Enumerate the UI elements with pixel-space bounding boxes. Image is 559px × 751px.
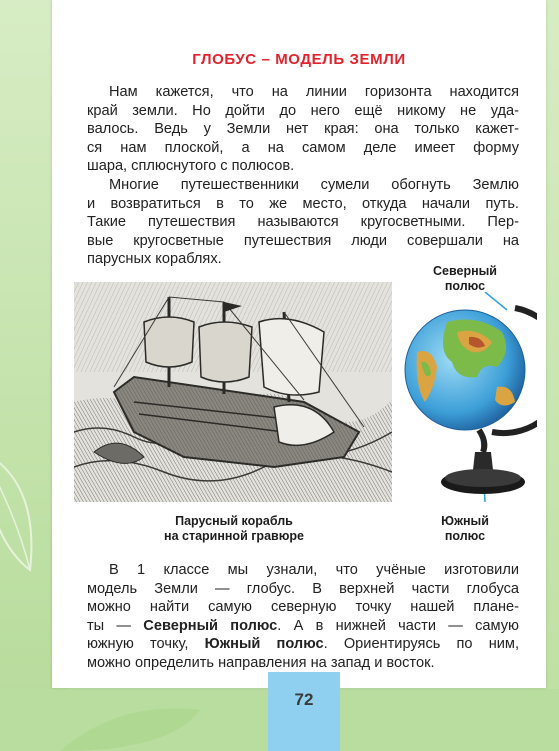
page-number: 72 [294, 690, 314, 709]
text-line: край земли. Но дойти до него ещё никому не уда- [87, 102, 519, 119]
text-line [87, 617, 519, 636]
paragraph-2 [87, 176, 519, 269]
south-pole-term: Южный полюс [204, 636, 324, 652]
label-line: Северный [433, 264, 497, 278]
text-run: ты — [87, 617, 144, 634]
south-pole-label [420, 514, 510, 544]
text-line: ся нам плоской, а на самом деле имеет форму [87, 139, 519, 156]
globe-illustration [397, 292, 537, 512]
text-line: Такие путешествия называются кругосветными. Пер- [87, 214, 519, 230]
text-line: парусных кораблях. [87, 251, 222, 267]
text-line: Многие путешественники сумели обогнуть Землю [109, 177, 519, 193]
text-line: шара, сплюснутого с полюсов. [87, 158, 295, 174]
text-line: можно определить направления на запад и восток. [87, 654, 435, 671]
text-line: В 1 классе мы узнали, что учёные изготовили [109, 562, 519, 578]
label-line: полюс [444, 279, 486, 293]
textbook-page [52, 0, 546, 688]
ship-icon [74, 282, 392, 502]
paragraph-3 [87, 561, 519, 672]
leaf-decoration-icon [0, 420, 60, 620]
label-line: полюс [444, 529, 486, 543]
caption-line: Парусный корабль [175, 514, 293, 528]
text-line: модель Земли — глобус. В верхней части глобуса [87, 580, 519, 597]
paragraph-1 [87, 83, 519, 176]
ship-caption [154, 514, 314, 544]
text-line: и возвратиться в то же место, откуда начали путь. [87, 195, 519, 212]
page-number-tab [268, 672, 340, 751]
text-line: Нам кажется, что на линии горизонта находится [109, 84, 519, 100]
text-line: валось. Ведь у Земли нет края: она только кажет- [87, 121, 519, 137]
text-run: южную точку, [87, 636, 205, 652]
text-line [87, 635, 519, 654]
text-line: вые кругосветные путешествия люди совершали на [87, 232, 519, 249]
page-title: ГЛОБУС – МОДЕЛЬ ЗЕМЛИ [192, 51, 406, 68]
label-line: Южный [441, 514, 489, 528]
text-line: можно найти самую северную точку нашей плане- [87, 599, 519, 615]
leaf-decoration-icon [0, 690, 270, 751]
caption-line: на старинной гравюре [164, 529, 304, 543]
text-run: . А в нижней части — самую [277, 617, 519, 634]
globe-icon [397, 292, 537, 512]
text-run: . Ориентируясь по ним, [323, 636, 520, 652]
sailing-ship-engraving [74, 282, 392, 502]
north-pole-label [420, 264, 510, 294]
north-pole-term: Северный полюс [143, 617, 278, 634]
